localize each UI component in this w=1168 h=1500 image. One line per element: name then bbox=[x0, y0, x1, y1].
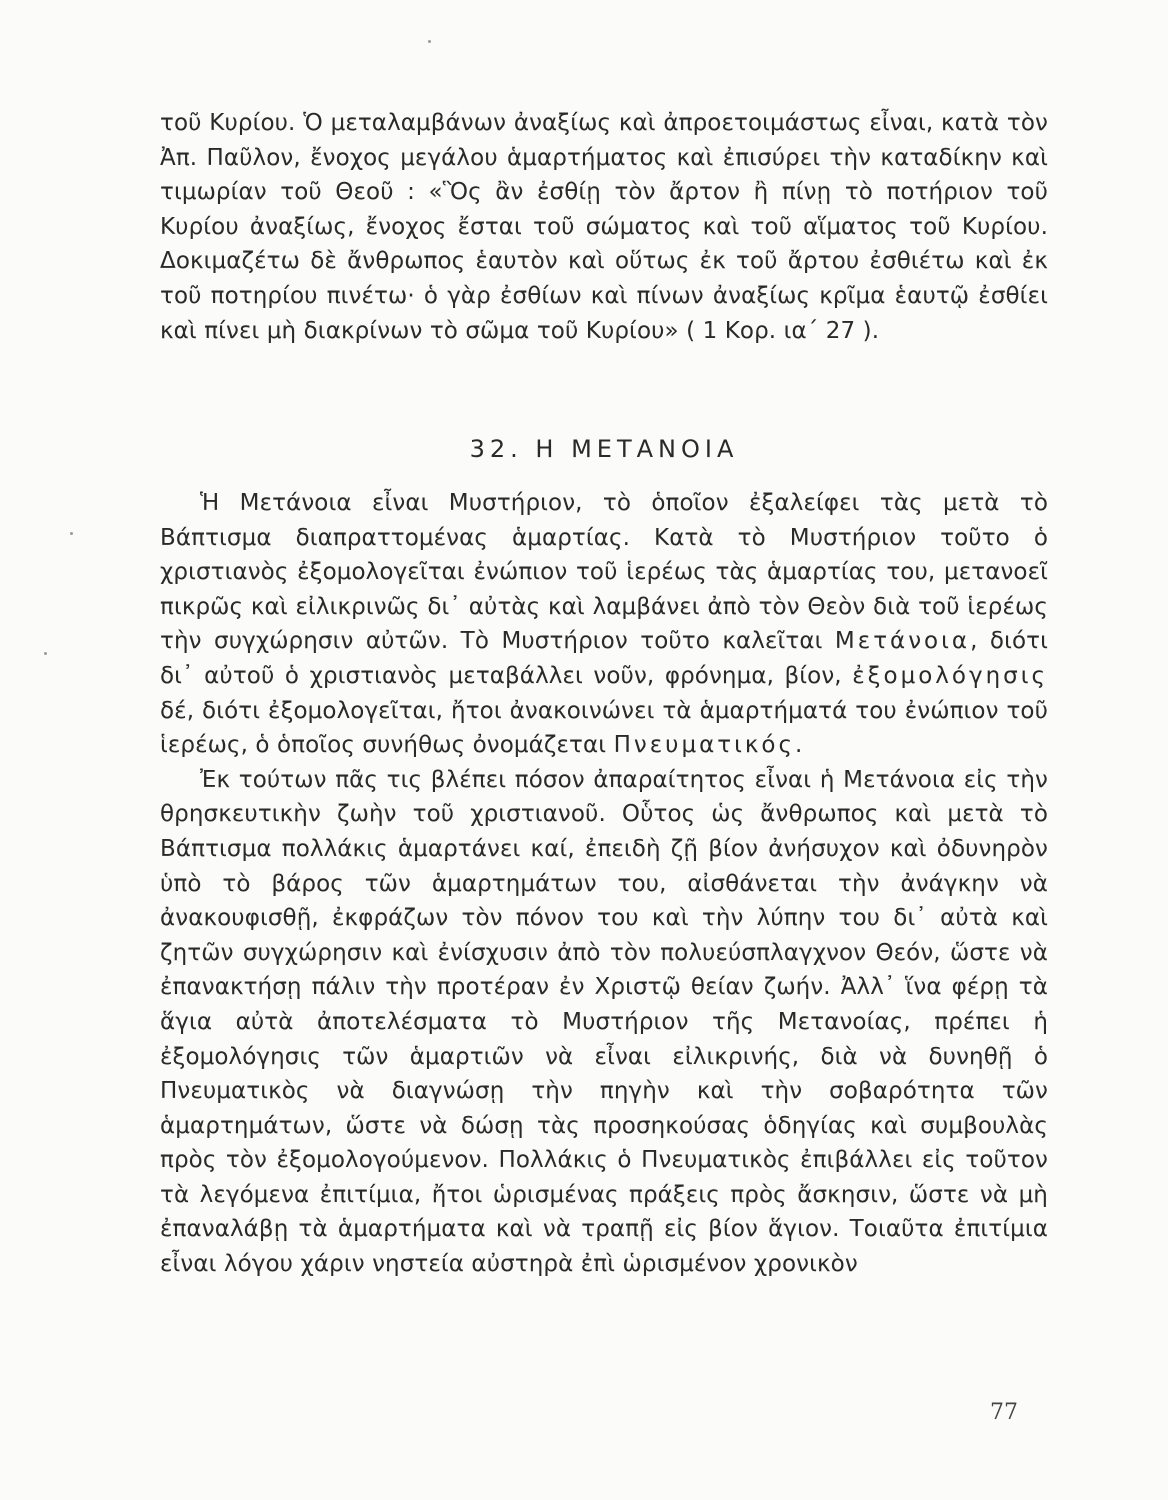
section-body bbox=[160, 486, 1048, 1282]
paragraph-text: δέ, διότι ἐξομολογεῖται, ἤτοι ἀνακοινώνει τὰ ἁμαρτήματά του ἐνώπιον τοῦ ἱερέως, ὁ ὁποῖος συνήθως ὀνομάζεται bbox=[160, 697, 1048, 759]
continued-text-block bbox=[160, 106, 1048, 348]
continued-paragraph: τοῦ Κυρίου. Ὁ μεταλαμβάνων ἀναξίως καὶ ἀπροετοιμάστως εἶναι, κατὰ τὸν Ἀπ. Παῦλον, ἔνοχος μεγάλου ἁμαρτήματος καὶ ἐπισύρει τὴν καταδίκην καὶ τιμωρίαν τοῦ Θεοῦ : «Ὃς ἂν ἐσθίῃ τὸν ἄρτον ἢ πίνῃ τὸ ποτήριον τοῦ Κυρίου ἀναξίως, ἔνοχος ἔσται τοῦ σώματος καὶ τοῦ αἵματος τοῦ Κυρίου. Δοκιμαζέτω δὲ ἄνθρωπος ἑαυτὸν καὶ οὕτως ἐκ τοῦ ἄρτου ἐσθιέτω καὶ ἐκ τοῦ ποτηρίου πινέτω· ὁ γὰρ ἐσθίων καὶ πίνων ἀναξίως κρῖμα ἑαυτῷ ἐσθίει καὶ πίνει μὴ διακρίνων τὸ σῶμα τοῦ Κυρίου» ( 1 Κορ. ια΄ 27 ). bbox=[160, 110, 1048, 344]
paper-speck bbox=[428, 40, 431, 43]
paper-speck bbox=[44, 652, 47, 655]
page-number: 77 bbox=[990, 1400, 1018, 1425]
term-metanoia: Μετάνοια bbox=[834, 628, 971, 655]
term-exomologisis: ἐξομολόγησις bbox=[852, 662, 1048, 689]
paragraph-text: . bbox=[795, 732, 803, 759]
paragraph-definition bbox=[160, 486, 1048, 763]
paragraph-necessity: Ἐκ τούτων πᾶς τις βλέπει πόσον ἀπαραίτητος εἶναι ἡ Μετάνοια εἰς τὴν θρησκευτικὴν ζωὴν τοῦ χριστιανοῦ. Οὗτος ὡς ἄνθρωπος καὶ μετὰ τὸ Βάπτισμα πολλάκις ἁμαρτάνει καί, ἐπειδὴ ζῇ βίον ἀνήσυχον καὶ ὀδυνηρὸν ὑπὸ τὸ βάρος τῶν ἁμαρτημάτων του, αἰσθάνεται τὴν ἀνάγκην νὰ ἀνακουφισθῇ, ἐκφράζων τὸν πόνον του καὶ τὴν λύπην του δι᾽ αὐτὰ καὶ ζητῶν συγχώρησιν καὶ ἐνίσχυσιν ἀπὸ τὸν πολυεύσπλαγχνον Θεόν, ὥστε νὰ ἐπανακτήσῃ πάλιν τὴν προτέραν ἐν Χριστῷ θείαν ζωήν. Ἀλλ᾽ ἵνα φέρῃ τὰ ἅγια αὐτὰ ἀποτελέσματα τὸ Μυστήριον τῆς Μετανοίας, πρέπει ἡ ἐξομολόγησις τῶν ἁμαρτιῶν νὰ εἶναι εἰλικρινής, διὰ νὰ δυνηθῇ ὁ Πνευματικὸς νὰ διαγνώσῃ τὴν πηγὴν καὶ τὴν σοβαρότητα τῶν ἁμαρτημάτων, ὥστε νὰ δώσῃ τὰς προσηκούσας ὁδηγίας καὶ συμβουλὰς πρὸς τὸν ἐξομολογούμενον. Πολλάκις ὁ Πνευματικὸς ἐπιβάλλει εἰς τοῦτον τὰ λεγόμενα ἐπιτίμια, ἤτοι ὡρισμένας πράξεις πρὸς ἄσκησιν, ὥστε νὰ μὴ ἐπαναλάβῃ τὰ ἁμαρτήματα καὶ νὰ τραπῇ εἰς βίον ἅγιον. Τοιαῦτα ἐπιτίμια εἶναι λόγου χάριν νηστεία αὐστηρὰ ἐπὶ ὡρισμένον χρονικὸν bbox=[160, 766, 1048, 1278]
paragraph-text: , διότι δι᾽ αὐτοῦ ὁ χριστιανὸς μεταβάλλει νοῦν, φρόνημα, βίον, bbox=[160, 628, 1048, 689]
section-heading: 32. Η ΜΕΤΑΝΟΙΑ bbox=[469, 435, 739, 463]
paper-speck bbox=[70, 532, 73, 535]
paragraph-text: Ἡ Μετάνοια εἶναι Μυστήριον, τὸ ὁποῖον ἐξαλείφει τὰς μετὰ τὸ Βάπτισμα διαπραττομένας ἁμαρτίας. Κατὰ τὸ Μυστήριον τοῦτο ὁ χριστιανὸς ἐξομολογεῖται ἐνώπιον τοῦ ἱερέως τὰς ἁμαρτίας του, μετανοεῖ πικρῶς καὶ εἰλικρινῶς δι᾽ αὐτὰς καὶ λαμβάνει ἀπὸ τὸν Θεὸν διὰ τοῦ ἱερέως τὴν συγχώρησιν αὐτῶν. Τὸ Μυστήριον τοῦτο καλεῖται bbox=[160, 490, 1048, 655]
term-pnevmatikos: Πνευματικός bbox=[613, 732, 795, 759]
